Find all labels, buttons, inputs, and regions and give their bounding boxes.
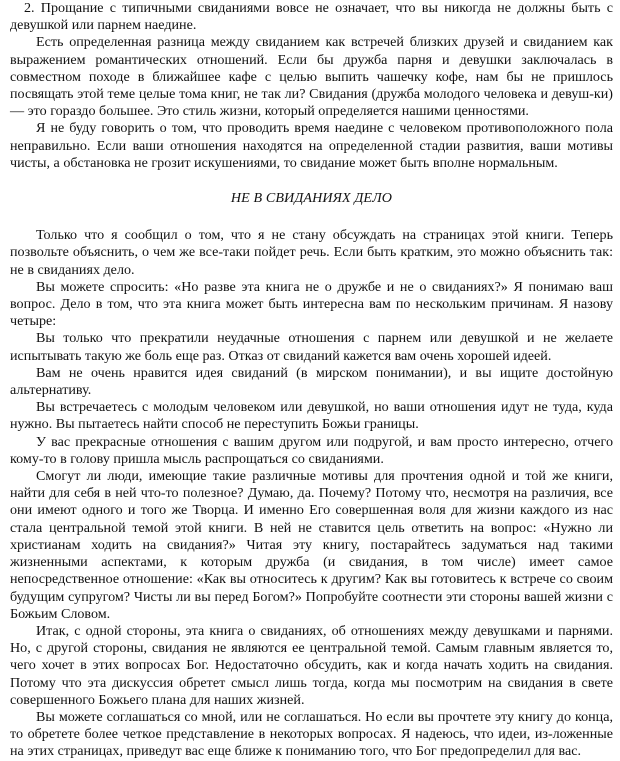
paragraph-body-3: Вы только что прекратили неудачные отношения с парнем или девушкой и не желаете испытывать такую же боль еще раз. Отказ от свиданий кажется вам очень хорошей идеей. [10, 330, 613, 364]
document-page [10, 0, 613, 761]
paragraph-body-5: Вы встречаетесь с молодым человеком или девушкой, но ваши отношения идут не туда, куда нужно. Вы пытаетесь найти способ не переступить Божьи границы. [10, 399, 613, 433]
paragraph-body-2: Вы можете спросить: «Но разве эта книга не о дружбе и не о свиданиях?» Я понимаю ваш вопрос. Дело в том, что эта книга может быть интересна вам по нескольким причинам. Я назову четыре: [10, 278, 613, 330]
paragraph-body-9: Вы можете соглашаться со мной, или не соглашаться. Но если вы прочтете эту книгу до конца, то обретете более четкое представление в некоторых вопросах. Я надеюсь, что идеи, из-ложенные на этих страницах, приведут вас еще ближе к пониманию того, что Бог предопределил для вас. [10, 708, 613, 760]
section-heading: НЕ В СВИДАНИЯХ ДЕЛО [230, 190, 393, 207]
paragraph-body-1: Только что я сообщил о том, что я не стану обсуждать на страницах этой книги. Теперь позвольте объяснить, о чем же все-таки пойдет речь. Если быть кратким, это можно объяснить так: не в свиданиях дело. [10, 227, 613, 278]
paragraph-body-7: Смогут ли люди, имеющие такие различные мотивы для прочтения одной и той же книги, найти для себя в ней что-то полезное? Думаю, да. Почему? Потому что, несмотря на различия, все они имеют одного и того же Творца. И именно Его совершенная воля для жизни каждого из нас стала центральной темой этой книги. В ней не ставится цель ответить на вопрос: «Нужно ли христианам ходить на свидания?» Читая эту книгу, постарайтесь задуматься над такими жизненными аспектами, к которым дружба (и свидания, в том числе) имеет самое непосредственное отношение: «Как вы относитесь к другим? Как вы готовитесь к встрече со своим будущим супругом? Чисты ли вы перед Богом?» Попробуйте соотнести эти стороны вашей жизни с Божьим Словом. [10, 468, 613, 622]
paragraph-intro-2: Есть определенная разница между свиданием как встречей близких друзей и свиданием как выражением романтических отношений. Если бы дружба парня и девушки заключалась в совместном походе в ближайшее кафе с целью выпить чашечку кофе, нам бы не пришлось посвящать этой теме целые тома книг, не так ли? Свидания (дружба молодого человека и девуш-ки) — это гораздо большее. Это стиль жизни, который определяется нашими ценностями. [10, 34, 613, 120]
paragraph-body-8: Итак, с одной стороны, эта книга о свиданиях, об отношениях между девушками и парнями. Но, с другой стороны, свидания не являются ее центральной темой. Самым главным является то, чего хочет в этих вопросах Бог. Недостаточно обсудить, как и когда начать ходить на свидания. Потому что эта дискуссия обретет смысл лишь тогда, когда мы посмотрим на свидания в свете совершенного Божьего плана для наших жизней. [10, 622, 613, 708]
paragraph-intro-1: 2. Прощание с типичными свиданиями вовсе не означает, что вы никогда не должны быть с девушкой или парнем наедине. [10, 0, 613, 34]
paragraph-body-4: Вам не очень нравится идея свиданий (в мирском понимании), и вы ищите достойную альтернативу. [10, 364, 613, 399]
paragraph-body-6: У вас прекрасные отношения с вашим другом или подругой, и вам просто интересно, отчего кому-то в голову пришла мысль распрощаться со свиданиями. [10, 433, 613, 467]
paragraph-intro-3: Я не буду говорить о том, что проводить время наедине с человеком противоположного пола неправильно. Если ваши отношения находятся на определенной стадии развития, ваши мотивы чисты, а обстановка не грозит искушениями, то свидание может быть вполне нормальным. [10, 120, 613, 171]
